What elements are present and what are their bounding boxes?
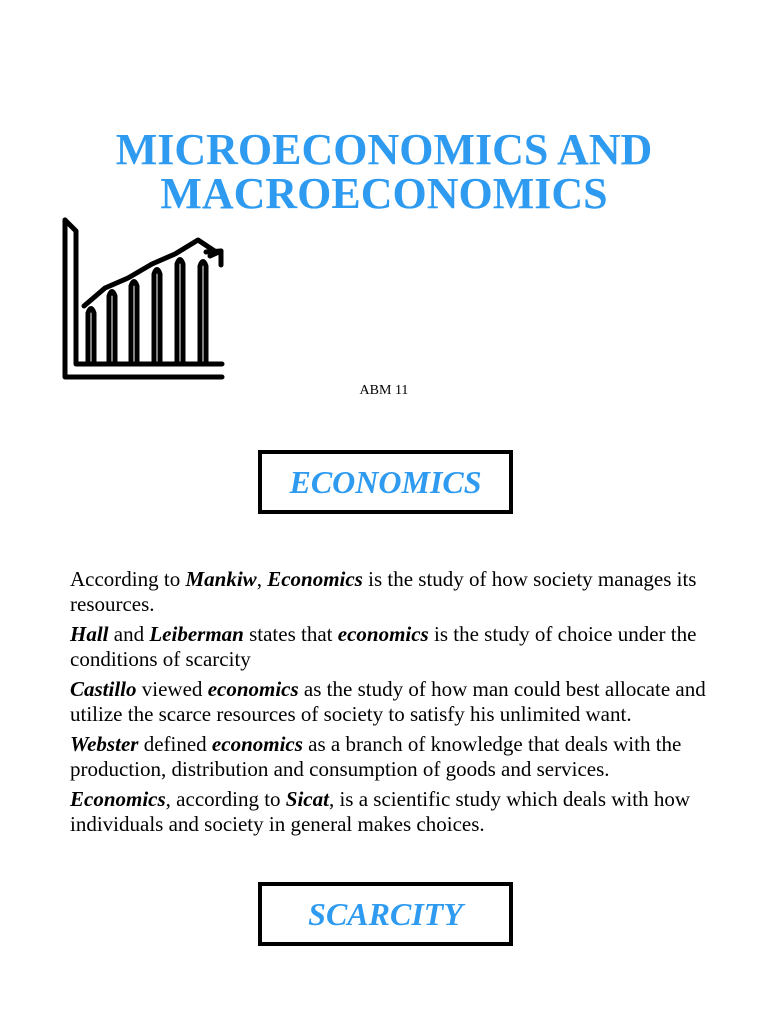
page-title [0,125,768,218]
definition-paragraph [70,787,740,837]
definition-term: economics [211,732,303,756]
definition-text: as a branch of knowledge that deals with the production, distribution and consumption of goods and services. [70,732,682,781]
definition-author: Castillo [70,677,137,701]
definition-text: as the study of how man could best allocate and utilize the scarce resources of society to satisfy his unlimited want. [70,677,706,726]
rising-bar-chart-icon [60,214,228,384]
definition-text: , is a scientific study which deals with how individuals and society in general makes choices. [70,787,690,836]
definition-text: , according to [165,787,286,811]
definition-text: defined [138,732,212,756]
definition-paragraph [70,622,740,672]
definition-term: Economics [70,787,166,811]
definition-author: Leiberman [149,622,244,646]
section-heading-scarcity [258,882,513,946]
definition-author: Hall [70,622,109,646]
definition-author: Mankiw [185,567,257,591]
definition-text: is the study of choice under the conditions of scarcity [70,622,697,671]
page-title-line-1: MICROECONOMICS AND [115,125,653,174]
definition-text: , [256,567,268,591]
subtitle: ABM 11 [359,383,409,398]
definition-text: and [108,622,150,646]
definition-text: According to [70,567,186,591]
definition-text: viewed [136,677,208,701]
definition-author: Sicat [285,787,329,811]
section-heading-economics-label: ECONOMICS [289,463,482,500]
definition-author: Webster [70,732,139,756]
definition-term: economics [337,622,429,646]
definition-paragraph [70,732,740,782]
definition-text: states that [243,622,338,646]
definition-term: Economics [267,567,363,591]
page-title-line-2: MACROECONOMICS [160,169,608,218]
section-heading-economics [258,450,513,514]
definition-text: is the study of how society manages its resources. [70,567,697,616]
section-heading-scarcity-label: SCARCITY [308,895,463,932]
definition-term: economics [207,677,299,701]
definitions-list [70,567,740,842]
definition-paragraph [70,567,740,617]
definition-paragraph [70,677,740,727]
